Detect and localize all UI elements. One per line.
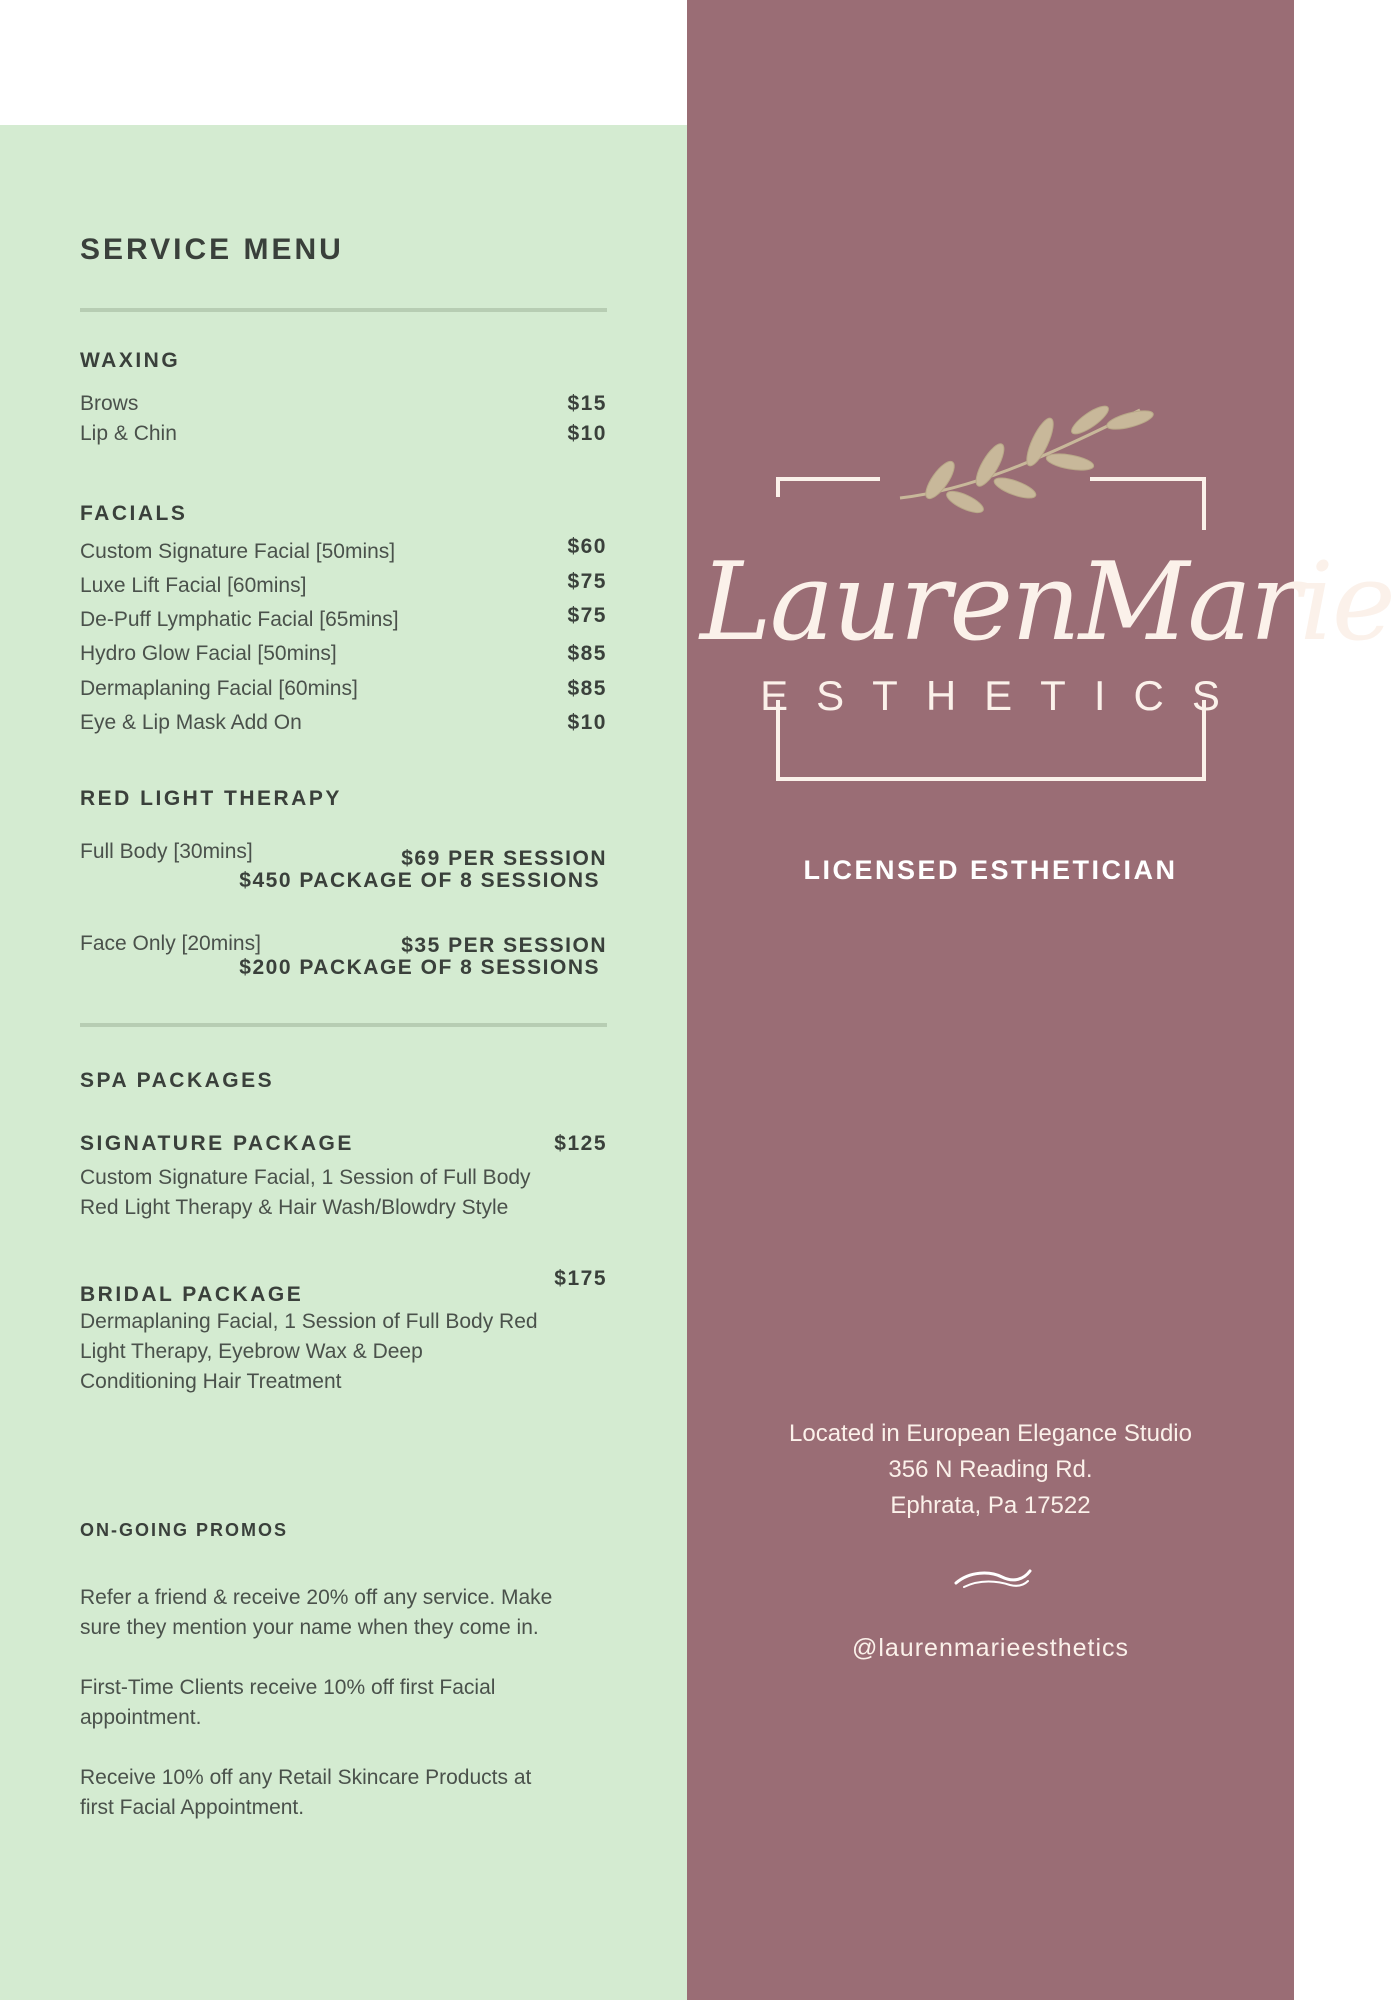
- section-promos-heading: ON-GOING PROMOS: [80, 1520, 289, 1540]
- promo-first-time: appointment.: [80, 1706, 202, 1729]
- price-dermaplaning-facial: $85: [567, 677, 607, 700]
- price-eye-lip-mask: $10: [567, 711, 607, 734]
- price-de-puff-facial: $75: [567, 604, 607, 627]
- location-city: Ephrata, Pa 17522: [890, 1492, 1091, 1519]
- price-full-body-package: $450 PACKAGE OF 8 SESSIONS: [239, 869, 600, 892]
- package-signature-desc: Custom Signature Facial, 1 Session of Full Body: [80, 1166, 531, 1189]
- brand-script-name: LaurenMarie: [700, 540, 1394, 665]
- package-signature-name: SIGNATURE PACKAGE: [80, 1132, 354, 1155]
- package-signature-desc: Red Light Therapy & Hair Wash/Blowdry Style: [80, 1196, 509, 1219]
- swash-divider-icon: [950, 1563, 1034, 1598]
- location-studio: Located in European Elegance Studio: [789, 1420, 1192, 1447]
- price-face-only-package: $200 PACKAGE OF 8 SESSIONS: [239, 956, 600, 979]
- service-lip-chin: Lip & Chin: [80, 422, 177, 445]
- price-hydro-glow-facial: $85: [567, 642, 607, 665]
- package-bridal-desc: Conditioning Hair Treatment: [80, 1370, 342, 1393]
- promo-referral: sure they mention your name when they come in.: [80, 1616, 539, 1639]
- package-bridal-desc: Dermaplaning Facial, 1 Session of Full Body Red: [80, 1310, 538, 1333]
- promo-retail: Receive 10% off any Retail Skincare Products at: [80, 1766, 532, 1789]
- price-luxe-lift-facial: $75: [567, 570, 607, 593]
- price-full-body-session: $69 PER SESSION: [401, 847, 607, 870]
- brand-panel: [687, 0, 1394, 2000]
- service-brows: Brows: [80, 392, 139, 415]
- location-street: 356 N Reading Rd.: [888, 1456, 1093, 1483]
- price-custom-signature-facial: $60: [567, 535, 607, 558]
- service-face-only: Face Only [20mins]: [80, 932, 261, 955]
- section-red-light-heading: RED LIGHT THERAPY: [80, 787, 342, 810]
- tagline: LICENSED ESTHETICIAN: [803, 855, 1178, 885]
- brand-sub-name: ESTHETICS: [760, 672, 1248, 719]
- social-handle[interactable]: @laurenmarieesthetics: [851, 1634, 1130, 1662]
- divider: [80, 308, 607, 312]
- section-waxing-heading: WAXING: [80, 349, 181, 372]
- service-luxe-lift-facial: Luxe Lift Facial [60mins]: [80, 574, 307, 597]
- section-spa-heading: SPA PACKAGES: [80, 1069, 275, 1092]
- promo-retail: first Facial Appointment.: [80, 1796, 305, 1819]
- service-hydro-glow-facial: Hydro Glow Facial [50mins]: [80, 642, 337, 665]
- price-brows: $15: [567, 392, 607, 415]
- service-dermaplaning-facial: Dermaplaning Facial [60mins]: [80, 677, 358, 700]
- price-lip-chin: $10: [567, 422, 607, 445]
- service-de-puff-facial: De-Puff Lymphatic Facial [65mins]: [80, 608, 399, 631]
- divider: [80, 1023, 607, 1027]
- package-bridal-desc: Light Therapy, Eyebrow Wax & Deep: [80, 1340, 423, 1363]
- promo-first-time: First-Time Clients receive 10% off first Facial: [80, 1676, 496, 1699]
- service-custom-signature-facial: Custom Signature Facial [50mins]: [80, 540, 396, 563]
- price-bridal-package: $175: [554, 1267, 607, 1290]
- promo-referral: Refer a friend & receive 20% off any service. Make: [80, 1586, 553, 1609]
- service-full-body: Full Body [30mins]: [80, 840, 253, 863]
- leaf-branch-icon: [900, 402, 1155, 517]
- brand-logo: [700, 380, 1394, 800]
- section-facials-heading: FACIALS: [80, 502, 188, 525]
- package-bridal-name: BRIDAL PACKAGE: [80, 1283, 304, 1306]
- price-signature-package: $125: [554, 1132, 607, 1155]
- page-title: SERVICE MENU: [80, 233, 344, 266]
- price-face-only-session: $35 PER SESSION: [401, 934, 607, 957]
- service-eye-lip-mask: Eye & Lip Mask Add On: [80, 711, 302, 734]
